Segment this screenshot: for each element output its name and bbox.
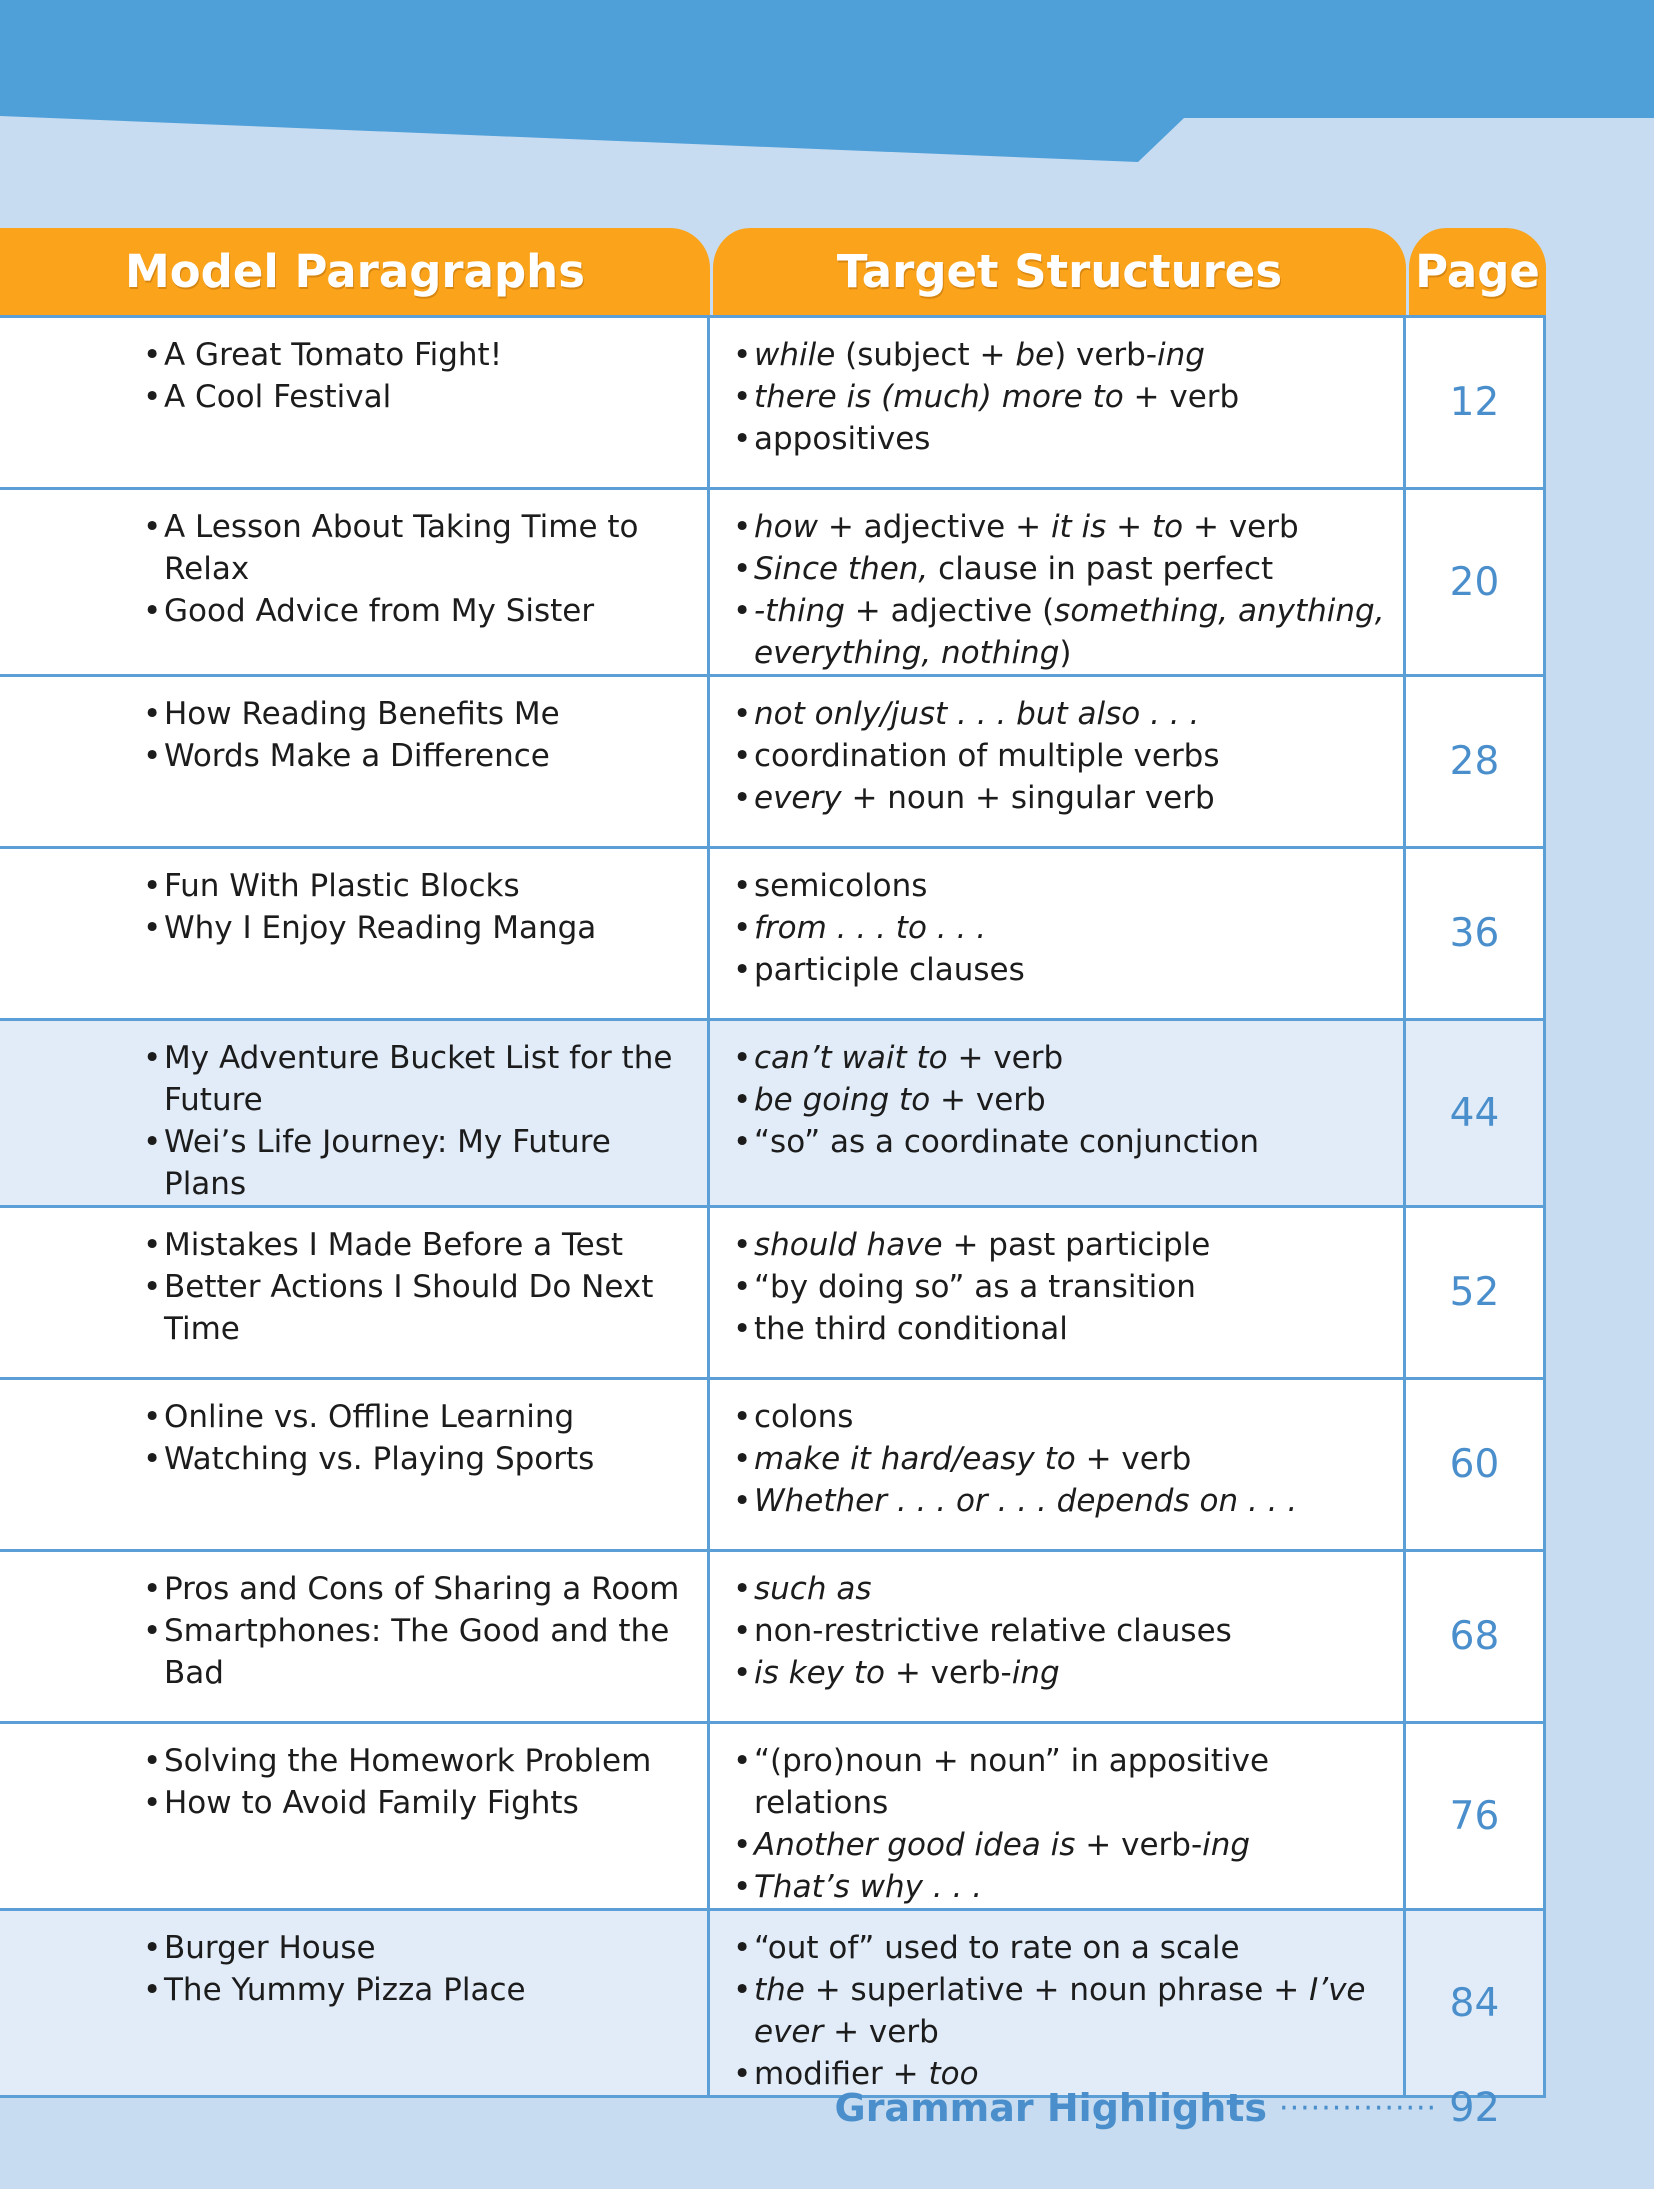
target-structure-item bbox=[733, 1266, 1393, 1308]
structure-text: + superlative + noun phrase + bbox=[804, 1972, 1310, 2008]
model-paragraphs-cell bbox=[0, 490, 710, 677]
target-structure-list bbox=[710, 318, 1403, 460]
target-structure-item bbox=[733, 1568, 1393, 1610]
page-number[interactable]: 52 bbox=[1406, 1208, 1546, 1380]
target-structure-item bbox=[733, 1224, 1393, 1266]
structure-pattern-italic: ing bbox=[1157, 337, 1205, 373]
model-paragraphs-cell bbox=[0, 677, 710, 849]
target-structure-item bbox=[733, 1438, 1393, 1480]
target-structure-item bbox=[733, 1480, 1393, 1522]
structure-text: + verb bbox=[1183, 509, 1299, 545]
table-row bbox=[0, 1911, 1546, 2098]
target-structure-item bbox=[733, 1079, 1393, 1121]
structure-pattern-italic: can’t wait to bbox=[754, 1040, 948, 1076]
model-paragraph-item[interactable]: • Watching vs. Playing Sports bbox=[143, 1438, 697, 1480]
target-structure-item bbox=[733, 506, 1393, 548]
grammar-highlights-title: Grammar Highlights bbox=[834, 2086, 1268, 2130]
target-structure-list bbox=[710, 1724, 1403, 1908]
structure-text: “so” as a coordinate conjunction bbox=[754, 1124, 1260, 1160]
model-paragraph-item[interactable]: • Pros and Cons of Sharing a Room bbox=[143, 1568, 697, 1610]
structure-text: + adjective ( bbox=[844, 593, 1055, 629]
grammar-highlights-entry[interactable] bbox=[835, 2080, 1501, 2136]
target-structure-item bbox=[733, 1740, 1393, 1824]
target-structures-cell bbox=[710, 1021, 1406, 1208]
target-structures-cell bbox=[710, 1724, 1406, 1911]
page-number[interactable]: 60 bbox=[1406, 1380, 1546, 1552]
structure-pattern-italic: too bbox=[928, 2056, 979, 2092]
structure-text: “out of” used to rate on a scale bbox=[754, 1930, 1240, 1966]
target-structure-item bbox=[733, 1927, 1393, 1969]
structure-text: + bbox=[1106, 509, 1153, 545]
model-paragraphs-cell bbox=[0, 315, 710, 490]
model-paragraph-item[interactable]: • Better Actions I Should Do Next Time bbox=[143, 1266, 697, 1350]
target-structures-cell bbox=[710, 1380, 1406, 1552]
structure-text: + past participle bbox=[942, 1227, 1211, 1263]
model-paragraph-list bbox=[0, 318, 707, 418]
table-row bbox=[0, 1380, 1546, 1552]
model-paragraphs-cell bbox=[0, 1911, 710, 2098]
target-structures-cell bbox=[710, 315, 1406, 490]
structure-text: non-restrictive relative clauses bbox=[754, 1613, 1232, 1649]
target-structure-item bbox=[733, 777, 1393, 819]
structure-pattern-italic: to bbox=[1152, 509, 1184, 545]
structure-pattern-italic: make it hard/easy to bbox=[754, 1441, 1076, 1477]
target-structures-cell bbox=[710, 1552, 1406, 1724]
model-paragraph-item[interactable]: • Mistakes I Made Before a Test bbox=[143, 1224, 697, 1266]
target-structure-item bbox=[733, 949, 1393, 991]
target-structure-item bbox=[733, 865, 1393, 907]
structure-pattern-italic: be going to bbox=[754, 1082, 931, 1118]
page-number[interactable]: 68 bbox=[1406, 1552, 1546, 1724]
target-structure-item bbox=[733, 1969, 1393, 2053]
structure-text: + noun + singular verb bbox=[841, 780, 1215, 816]
target-structure-item bbox=[733, 548, 1393, 590]
target-structure-list bbox=[710, 490, 1403, 674]
target-structures-cell bbox=[710, 677, 1406, 849]
model-paragraph-list bbox=[0, 490, 707, 632]
target-structure-item bbox=[733, 1824, 1393, 1866]
structure-text: ) bbox=[1059, 635, 1072, 671]
model-paragraphs-cell bbox=[0, 1724, 710, 1911]
structure-text: + verb bbox=[930, 1082, 1046, 1118]
target-structure-list bbox=[710, 849, 1403, 991]
target-structures-cell bbox=[710, 490, 1406, 677]
structure-text: modifier + bbox=[754, 2056, 929, 2092]
structure-pattern-italic: such as bbox=[754, 1571, 872, 1607]
header-row bbox=[0, 228, 1546, 315]
page-number[interactable]: 76 bbox=[1406, 1724, 1546, 1911]
target-structure-item bbox=[733, 590, 1393, 674]
structure-text: appositives bbox=[754, 421, 931, 457]
structure-pattern-italic: something, anything, everything, nothing bbox=[754, 593, 1385, 671]
target-structure-item bbox=[733, 693, 1393, 735]
leader-dots: ··············· bbox=[1279, 2090, 1438, 2126]
model-paragraph-item[interactable]: • A Lesson About Taking Time to Relax bbox=[143, 506, 697, 590]
model-paragraphs-cell bbox=[0, 1021, 710, 1208]
header-page: Page bbox=[1406, 228, 1546, 315]
top-banner bbox=[0, 0, 1654, 170]
page-number[interactable]: 44 bbox=[1406, 1021, 1546, 1208]
model-paragraph-list bbox=[0, 1380, 707, 1480]
target-structure-item bbox=[733, 418, 1393, 460]
model-paragraph-item[interactable]: • Why I Enjoy Reading Manga bbox=[143, 907, 697, 949]
contents-table bbox=[0, 228, 1546, 2098]
page-number[interactable]: 12 bbox=[1406, 315, 1546, 490]
structure-pattern-italic: while bbox=[754, 337, 836, 373]
structure-text: + verb bbox=[1123, 379, 1240, 415]
table-body bbox=[0, 315, 1546, 2098]
target-structure-list bbox=[710, 1911, 1403, 2095]
structure-pattern-italic: That’s why . . . bbox=[754, 1869, 983, 1905]
model-paragraph-list bbox=[0, 1724, 707, 1824]
table-row bbox=[0, 1552, 1546, 1724]
model-paragraph-item[interactable]: • Fun With Plastic Blocks bbox=[143, 865, 697, 907]
page-number[interactable]: 36 bbox=[1406, 849, 1546, 1021]
structure-text: (subject + bbox=[835, 337, 1016, 373]
model-paragraph-item[interactable]: • Online vs. Offline Learning bbox=[143, 1396, 697, 1438]
model-paragraph-list bbox=[0, 1208, 707, 1350]
model-paragraph-item[interactable]: • A Cool Festival bbox=[143, 376, 697, 418]
model-paragraph-item[interactable]: • How Reading Benefits Me bbox=[143, 693, 697, 735]
structure-pattern-italic: ing bbox=[1202, 1827, 1251, 1863]
target-structure-item bbox=[733, 1121, 1393, 1163]
table-row bbox=[0, 1021, 1546, 1208]
structure-text: + verb bbox=[947, 1040, 1064, 1076]
table-row bbox=[0, 849, 1546, 1021]
structure-pattern-italic: there is (much) more to bbox=[754, 379, 1124, 415]
target-structure-item bbox=[733, 376, 1393, 418]
model-paragraph-item[interactable]: • Good Advice from My Sister bbox=[143, 590, 697, 632]
table-row bbox=[0, 677, 1546, 849]
structure-pattern-italic: from . . . to . . . bbox=[754, 910, 987, 946]
target-structure-item bbox=[733, 334, 1393, 376]
page-number[interactable]: 20 bbox=[1406, 490, 1546, 677]
structure-text: colons bbox=[754, 1399, 854, 1435]
target-structure-list bbox=[710, 677, 1403, 819]
structure-pattern-italic: every bbox=[754, 780, 842, 816]
structure-text: + adjective + bbox=[817, 509, 1051, 545]
header-model-paragraphs: Model Paragraphs bbox=[0, 228, 710, 315]
target-structure-list bbox=[710, 1021, 1403, 1163]
model-paragraph-item[interactable]: • How to Avoid Family Fights bbox=[143, 1782, 697, 1824]
model-paragraph-item[interactable]: • Burger House bbox=[143, 1927, 697, 1969]
model-paragraphs-cell bbox=[0, 1208, 710, 1380]
structure-pattern-italic: should have bbox=[754, 1227, 943, 1263]
structure-text: + verb- bbox=[884, 1655, 1012, 1691]
table-row bbox=[0, 490, 1546, 677]
model-paragraph-item[interactable]: • My Adventure Bucket List for the Future bbox=[143, 1037, 697, 1121]
structure-pattern-italic: is key to bbox=[754, 1655, 885, 1691]
page-number[interactable]: 28 bbox=[1406, 677, 1546, 849]
target-structure-item bbox=[733, 1308, 1393, 1350]
structure-pattern-italic: the bbox=[754, 1972, 805, 2008]
table-row bbox=[0, 1724, 1546, 1911]
structure-pattern-italic: I’ve ever bbox=[754, 1972, 1366, 2050]
structure-pattern-italic: Since then, bbox=[754, 551, 929, 587]
target-structures-cell bbox=[710, 849, 1406, 1021]
model-paragraph-item[interactable]: • Smartphones: The Good and the Bad bbox=[143, 1610, 697, 1694]
structure-text: semicolons bbox=[754, 868, 928, 904]
model-paragraph-list bbox=[0, 1911, 707, 2011]
structure-text: clause in past perfect bbox=[928, 551, 1274, 587]
grammar-highlights-page: 92 bbox=[1449, 2085, 1500, 2131]
model-paragraphs-cell bbox=[0, 1380, 710, 1552]
model-paragraph-item[interactable]: • Solving the Homework Problem bbox=[143, 1740, 697, 1782]
target-structure-item bbox=[733, 907, 1393, 949]
structure-text: + verb bbox=[1075, 1441, 1192, 1477]
structure-text: “(pro)noun + noun” in appositive relations bbox=[754, 1743, 1270, 1821]
model-paragraph-item[interactable]: • Words Make a Difference bbox=[143, 735, 697, 777]
model-paragraph-list bbox=[0, 677, 707, 777]
model-paragraph-list bbox=[0, 849, 707, 949]
structure-pattern-italic: be bbox=[1015, 337, 1055, 373]
structure-text: coordination of multiple verbs bbox=[754, 738, 1220, 774]
structure-pattern-italic: ing bbox=[1011, 1655, 1060, 1691]
model-paragraph-item[interactable]: • The Yummy Pizza Place bbox=[143, 1969, 697, 2011]
model-paragraph-item[interactable]: • A Great Tomato Fight! bbox=[143, 334, 697, 376]
structure-text: “by doing so” as a transition bbox=[754, 1269, 1196, 1305]
model-paragraph-list bbox=[0, 1021, 707, 1205]
target-structure-item bbox=[733, 1610, 1393, 1652]
page-number[interactable]: 84 bbox=[1406, 1911, 1546, 2098]
model-paragraph-item[interactable]: • Wei’s Life Journey: My Future Plans bbox=[143, 1121, 697, 1205]
model-paragraphs-cell bbox=[0, 1552, 710, 1724]
target-structure-item bbox=[733, 1037, 1393, 1079]
target-structures-cell bbox=[710, 1208, 1406, 1380]
target-structure-item bbox=[733, 1866, 1393, 1908]
target-structure-list bbox=[710, 1208, 1403, 1350]
target-structure-item bbox=[733, 1396, 1393, 1438]
structure-text: + verb bbox=[823, 2014, 939, 2050]
table-row bbox=[0, 1208, 1546, 1380]
target-structure-item bbox=[733, 1652, 1393, 1694]
structure-pattern-italic: Another good idea is bbox=[754, 1827, 1076, 1863]
structure-pattern-italic: Whether . . . or . . . depends on . . . bbox=[754, 1483, 1298, 1519]
target-structure-item bbox=[733, 735, 1393, 777]
structure-text: + verb- bbox=[1075, 1827, 1203, 1863]
structure-text: the third conditional bbox=[754, 1311, 1068, 1347]
structure-text: participle clauses bbox=[754, 952, 1025, 988]
target-structure-list bbox=[710, 1552, 1403, 1694]
model-paragraph-list bbox=[0, 1552, 707, 1694]
structure-text: ) verb- bbox=[1054, 337, 1158, 373]
target-structure-list bbox=[710, 1380, 1403, 1522]
target-structures-cell bbox=[710, 1911, 1406, 2098]
model-paragraphs-cell bbox=[0, 849, 710, 1021]
structure-pattern-italic: -thing bbox=[754, 593, 845, 629]
structure-pattern-italic: it is bbox=[1050, 509, 1107, 545]
structure-pattern-italic: not only/just . . . but also . . . bbox=[754, 696, 1200, 732]
table-row bbox=[0, 315, 1546, 490]
header-target-structures: Target Structures bbox=[710, 228, 1406, 315]
structure-pattern-italic: how bbox=[754, 509, 818, 545]
